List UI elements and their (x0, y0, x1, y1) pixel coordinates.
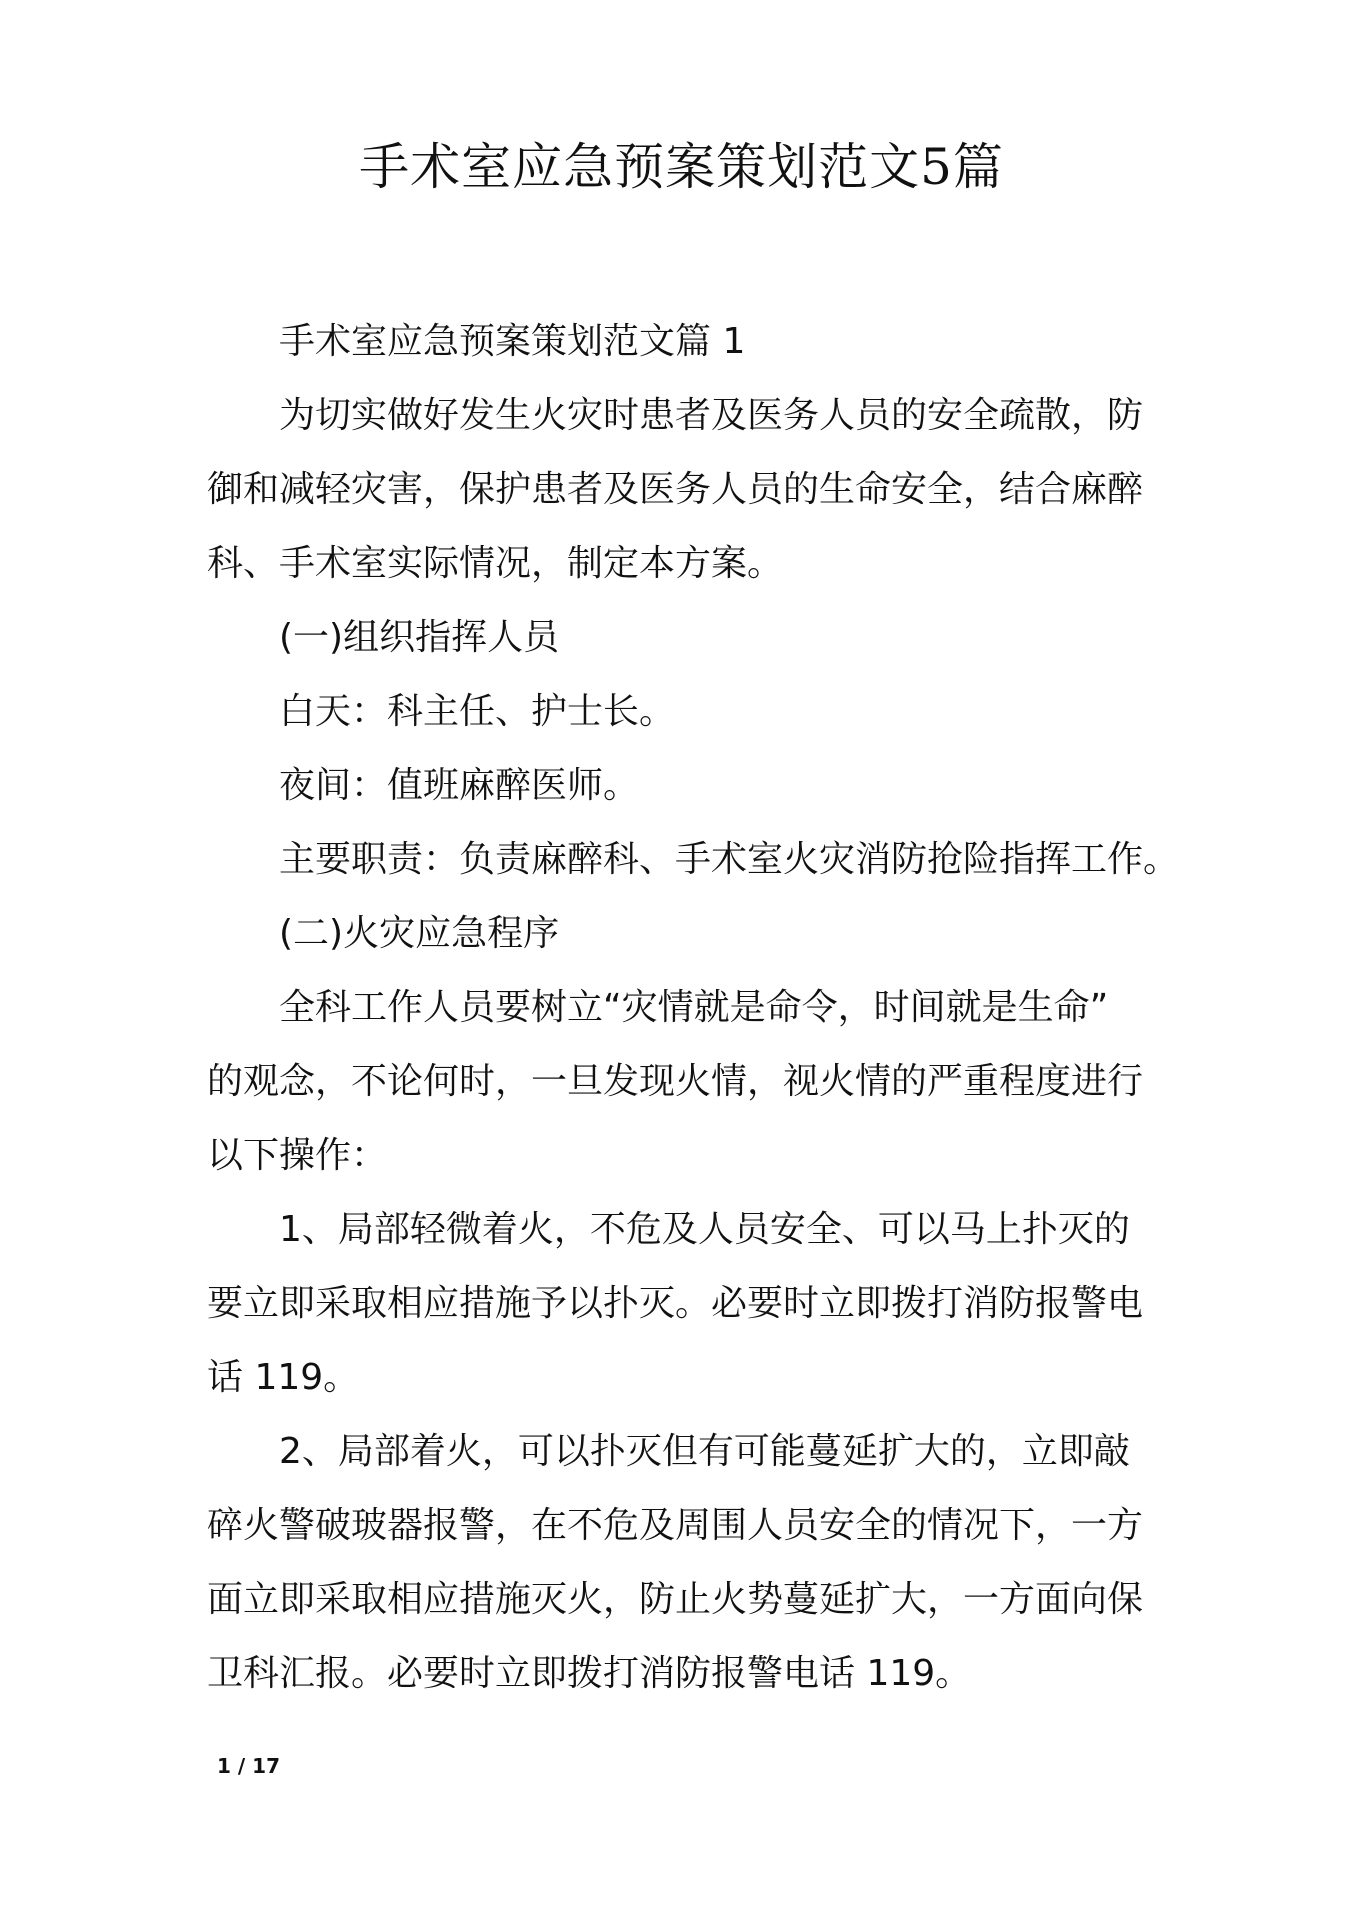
text-line: 手术室应急预案策划范文篇 1 (279, 321, 746, 362)
text-line: (二)火灾应急程序 (279, 913, 560, 954)
paragraph-night (207, 749, 1167, 823)
text-line: 全科工作人员要树立“灾情就是命令，时间就是生命” (279, 987, 1109, 1028)
text-line: 的观念，不论何时，一旦发现火情，视火情的严重程度进行 (207, 1061, 1144, 1102)
text-line: 白天：科主任、护士长。 (279, 691, 676, 732)
text-line: 话 119。 (207, 1357, 360, 1398)
text-line: 1、局部轻微着火，不危及人员安全、可以马上扑灭的 (279, 1209, 1130, 1250)
text-line: 2、局部着火，可以扑灭但有可能蔓延扩大的，立即敲 (279, 1431, 1130, 1472)
paragraph-day (207, 675, 1167, 749)
page-number: 1 / 17 (217, 1754, 280, 1778)
text-line: 为切实做好发生火灾时患者及医务人员的安全疏散，防 (279, 395, 1144, 436)
text-line: 夜间：值班麻醉医师。 (279, 765, 640, 806)
text-line: 面立即采取相应措施灭火，防止火势蔓延扩大，一方面向保 (207, 1579, 1144, 1620)
paragraph-concept (207, 971, 1167, 1193)
paragraph-section-2 (207, 897, 1167, 971)
paragraph-item-1 (207, 1193, 1167, 1415)
document-body (207, 305, 1180, 1711)
document-title: 手术室应急预案策划范文5篇 (359, 138, 1004, 196)
text-line: 御和减轻灾害，保护患者及医务人员的生命安全，结合麻醉 (207, 469, 1144, 510)
text-line: 主要职责：负责麻醉科、手术室火灾消防抢险指挥工作。 (279, 839, 1180, 880)
paragraph-section-1 (207, 601, 1167, 675)
paragraph-duty (207, 823, 1180, 897)
paragraph-item-2 (207, 1415, 1167, 1711)
text-line: 要立即采取相应措施予以扑灭。必要时立即拨打消防报警电 (207, 1283, 1144, 1324)
paragraph-heading-1 (207, 305, 1167, 379)
text-line: 科、手术室实际情况，制定本方案。 (207, 543, 784, 584)
text-line: 碎火警破玻器报警，在不危及周围人员安全的情况下，一方 (207, 1505, 1144, 1546)
text-line: (一)组织指挥人员 (279, 617, 560, 658)
text-line: 以下操作： (207, 1135, 388, 1176)
text-line: 卫科汇报。必要时立即拨打消防报警电话 119。 (207, 1653, 972, 1694)
paragraph-intro (207, 379, 1167, 601)
